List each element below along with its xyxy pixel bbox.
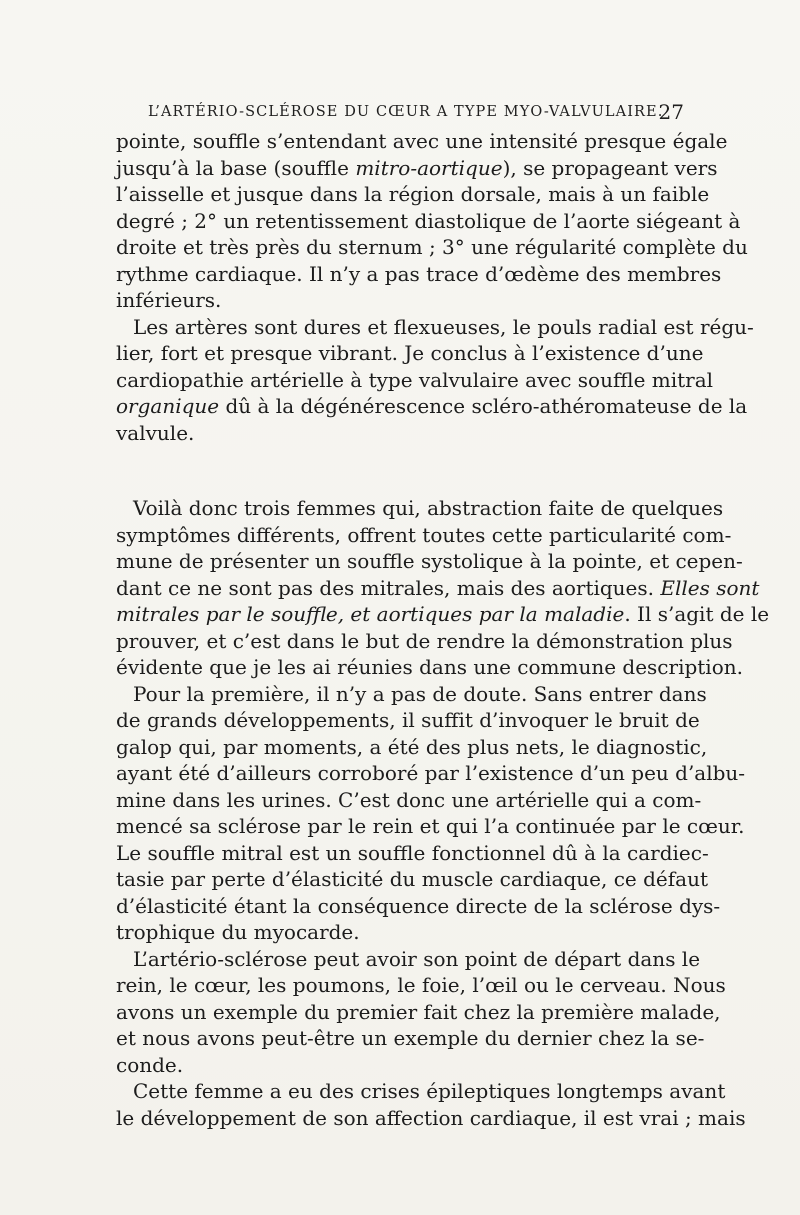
text-line: avons un exemple du premier fait chez la première malade,: [116, 999, 721, 1024]
text-run: dant ce ne sont pas des mitrales, mais des aortiques.: [116, 575, 661, 600]
text-line: pointe, souffle s’entendant avec une intensité presque égale: [116, 129, 728, 153]
text-line: prouver, et c’est dans le but de rendre la démonstration plus: [116, 628, 733, 653]
text-line: tasie par perte d’élasticité du muscle cardiaque, ce défaut: [116, 867, 708, 891]
italic-term: organique: [116, 394, 220, 418]
paragraph-start-line: L’artério-sclérose peut avoir son point de départ dans le: [133, 946, 701, 971]
text-line: de grands développements, il suffit d’invoquer le bruit de: [116, 708, 700, 732]
text-line: ayant été d’ailleurs corroboré par l’existence d’un peu d’albu-: [116, 761, 746, 785]
text-line: degré ; 2° un retentissement diastolique de l’aorte siégeant à: [116, 208, 741, 233]
text-line: et nous avons peut-être un exemple du dernier chez la se-: [116, 1026, 705, 1050]
text-line: lier, fort et presque vibrant. Je conclus à l’existence d’une: [116, 341, 704, 365]
text-line: symptômes différents, offrent toutes cette particularité com-: [116, 522, 732, 547]
text-line: rein, le cœur, les poumons, le foie, l’œil ou le cerveau. Nous: [116, 973, 726, 997]
text-line: évidente que je les ai réunies dans une commune description.: [116, 655, 743, 679]
text-line: valvule.: [116, 420, 195, 445]
text-line: cardiopathie artérielle à type valvulaire avec souffle mitral: [116, 367, 714, 392]
text-run: dû à la dégénérescence scléro-athéromateuse de la: [219, 394, 748, 418]
text-line: [116, 601, 770, 628]
page-number: 27: [658, 100, 684, 124]
paragraph-gap: [116, 446, 686, 495]
text-line: inférieurs.: [116, 288, 222, 312]
text-line: mune de présenter un souffle systolique à la pointe, et cepen-: [116, 549, 743, 573]
text-line: le développement de son affection cardiaque, il est vrai ; mais: [116, 1105, 746, 1130]
text-line: l’aisselle et jusque dans la région dorsale, mais à un faible: [116, 182, 710, 206]
text-line: droite et très près du sternum ; 3° une régularité complète du: [116, 235, 748, 259]
body-text: [116, 128, 770, 1131]
running-header: [148, 102, 684, 126]
paragraph-start-line: Pour la première, il n’y a pas de doute. Sans entrer dans: [133, 681, 707, 706]
paragraph-start-line: Cette femme a eu des crises épileptiques longtemps avant: [133, 1079, 726, 1103]
text-line: d’élasticité étant la conséquence directe de la sclérose dys-: [116, 893, 721, 918]
text-line: conde.: [116, 1052, 184, 1077]
text-line: galop qui, par moments, a été des plus nets, le diagnostic,: [116, 734, 708, 759]
paragraph-start-line: Les artères sont dures et flexueuses, le pouls radial est régu-: [133, 314, 754, 339]
text-line: mencé sa sclérose par le rein et qui l’a continuée par le cœur.: [116, 814, 745, 838]
text-line: trophique du myocarde.: [116, 920, 360, 944]
italic-phrase: Elles sont: [660, 575, 760, 600]
italic-term: mitro-aortique: [355, 155, 503, 180]
text-line: [116, 575, 760, 602]
text-line: mine dans les urines. C’est donc une artérielle qui a com-: [116, 787, 702, 812]
text-line: [116, 393, 748, 420]
text-run: jusqu’à la base (souffle: [116, 155, 356, 180]
text-run: ), se propageant vers: [502, 155, 718, 180]
text-line: [116, 155, 718, 182]
paragraph-start-line: Voilà donc trois femmes qui, abstraction faite de quelques: [133, 496, 724, 520]
text-line: Le souffle mitral est un souffle fonctionnel dû à la cardiec-: [116, 840, 709, 865]
italic-phrase: mitrales par le souffle, et aortiques par la maladie: [116, 602, 625, 626]
running-title: L’ARTÉRIO-SCLÉROSE DU CŒUR A TYPE MYO-VALVULAIRE.: [148, 104, 664, 120]
text-run: . Il s’agit de le: [624, 602, 770, 626]
text-line: rythme cardiaque. Il n’y a pas trace d’œdème des membres: [116, 261, 722, 286]
